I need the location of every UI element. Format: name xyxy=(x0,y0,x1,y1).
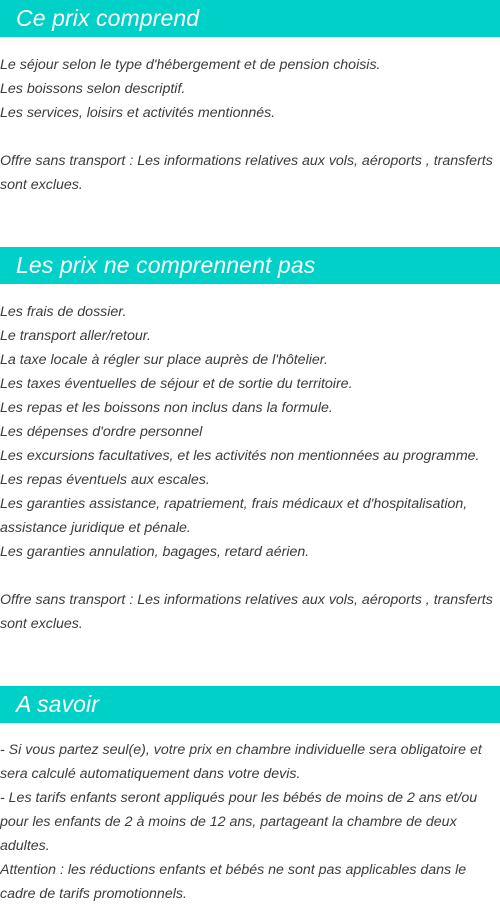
list-item: Les boissons selon descriptif. xyxy=(0,81,186,97)
section-content xyxy=(0,300,500,636)
list-item: Les repas éventuels aux escales. xyxy=(0,472,210,488)
section-header-band xyxy=(0,247,500,284)
section-title: Ce prix comprend xyxy=(16,5,200,31)
info-paragraph: Attention : les réductions enfants et bébés ne sont pas applicables dans le cadre de tarifs promotionnels. xyxy=(0,862,467,902)
spacer xyxy=(0,564,500,588)
info-paragraph: - Les tarifs enfants seront appliqués pour les bébés de moins de 2 ans et/ou pour les enfants de 2 à moins de 12 ans, partageant la chambre de deux adultes. xyxy=(0,790,478,854)
list-item: Les excursions facultatives, et les activités non mentionnées au programme. xyxy=(0,448,480,464)
list-item: Les garanties assistance, rapatriement, frais médicaux et d'hospitalisation, assistance juridique et pénale. xyxy=(0,496,468,536)
transport-note: Offre sans transport : Les informations relatives aux vols, aéroports , transferts sont exclues. xyxy=(0,153,493,193)
list-item: Les repas et les boissons non inclus dans la formule. xyxy=(0,400,333,416)
list-item: Les taxes éventuelles de séjour et de sortie du territoire. xyxy=(0,376,353,392)
spacer xyxy=(0,125,500,149)
section-title: A savoir xyxy=(16,691,100,717)
list-item: Les garanties annulation, bagages, retard aérien. xyxy=(0,544,310,560)
transport-note: Offre sans transport : Les informations relatives aux vols, aéroports , transferts sont exclues. xyxy=(0,592,493,632)
section-price-excludes xyxy=(0,247,500,636)
section-good-to-know xyxy=(0,686,500,906)
list-item: Le séjour selon le type d'hébergement et de pension choisis. xyxy=(0,57,381,73)
list-item: Le transport aller/retour. xyxy=(0,328,151,344)
list-item: Les dépenses d'ordre personnel xyxy=(0,424,203,440)
section-content xyxy=(0,53,500,197)
section-header-band xyxy=(0,686,500,723)
list-item: Les frais de dossier. xyxy=(0,304,127,320)
section-price-includes xyxy=(0,0,500,197)
section-content xyxy=(0,738,500,906)
section-header-band xyxy=(0,0,500,37)
section-title: Les prix ne comprennent pas xyxy=(16,252,316,278)
list-item: Les services, loisirs et activités mentionnés. xyxy=(0,105,276,121)
list-item: La taxe locale à régler sur place auprès de l'hôtelier. xyxy=(0,352,328,368)
info-paragraph: - Si vous partez seul(e), votre prix en chambre individuelle sera obligatoire et sera calculé automatiquement dans votre devis. xyxy=(0,742,482,782)
